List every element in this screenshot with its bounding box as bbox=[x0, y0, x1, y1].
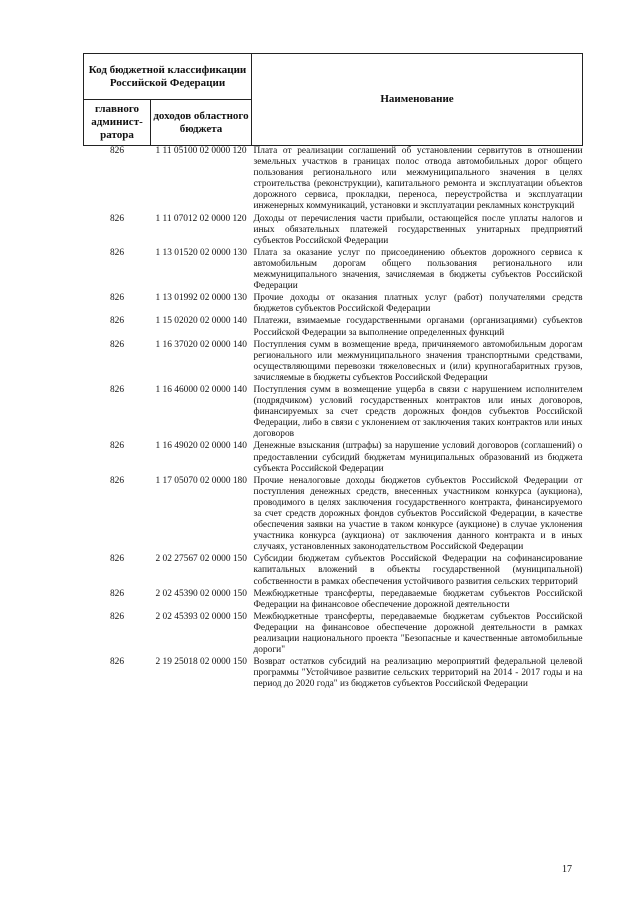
income-code-cell: 1 16 46000 02 0000 140 bbox=[155, 384, 247, 395]
admin-code-cell: 826 bbox=[109, 293, 125, 304]
admin-code-cell: 826 bbox=[109, 554, 125, 565]
income-code-cell: 1 16 49020 02 0000 140 bbox=[155, 441, 247, 452]
income-code-cell: 2 19 25018 02 0000 150 bbox=[155, 657, 247, 668]
budget-code-table bbox=[83, 53, 583, 692]
header-regional-income: доходов областного бюджета bbox=[151, 100, 252, 146]
income-name-cell: Плата за оказание услуг по присоединению объектов дорожного сервиса к автомобильным дорогам общего пользования регионального или межмуниципального значения, зачисляемая в бюджеты субъектов Российской Федерации bbox=[253, 247, 583, 292]
income-code-cell: 2 02 45393 02 0000 150 bbox=[155, 611, 247, 622]
admin-code-cell: 826 bbox=[109, 339, 125, 350]
income-code-cell: 2 02 45390 02 0000 150 bbox=[155, 588, 247, 599]
admin-code-cell: 826 bbox=[109, 441, 125, 452]
table-row bbox=[84, 612, 583, 657]
table-row bbox=[84, 385, 583, 441]
income-code-cell: 1 11 05100 02 0000 120 bbox=[155, 146, 247, 156]
admin-code-cell: 826 bbox=[109, 611, 125, 622]
admin-code-cell: 826 bbox=[109, 316, 125, 327]
table-row bbox=[84, 248, 583, 293]
page-number: 17 bbox=[562, 864, 572, 875]
header-name: Наименование bbox=[252, 54, 583, 146]
income-name-cell: Плата от реализации соглашений об установлении сервитутов в отношении земельных участков в границах полос отвода автомобильных дорог общего пользования регионального или межмуниципального значения в целях строительства (реконструкции), капитального ремонта и эксплуатации объектов дорожного сервиса, прокладки, переноса, переустройства и эксплуатации инженерных коммуникаций, установки и эксплуатации рекламных конструкций bbox=[253, 146, 583, 212]
table-row bbox=[84, 657, 583, 691]
table-row bbox=[84, 589, 583, 612]
admin-code-cell: 826 bbox=[109, 475, 125, 486]
admin-code-cell: 826 bbox=[109, 146, 125, 156]
table-row bbox=[84, 316, 583, 339]
income-name-cell: Межбюджетные трансферты, передаваемые бюджетам субъектов Российской Федерации на финансовое обеспечение дорожной деятельности в рамках реализации национального проекта "Безопасные и качественные автомобильные дороги" bbox=[253, 611, 583, 656]
income-name-cell: Доходы от перечисления части прибыли, остающейся после уплаты налогов и иных обязательных платежей государственных унитарных предприятий субъектов Российской Федерации bbox=[253, 213, 583, 246]
income-name-cell: Денежные взыскания (штрафы) за нарушение условий договоров (соглашений) о предоставлении субсидий бюджетам муниципальных образований из бюджета субъекта Российской Федерации bbox=[253, 441, 583, 474]
income-name-cell: Прочие неналоговые доходы бюджетов субъектов Российской Федерации от поступления денежных средств, внесенных участником конкурса (аукциона), проводимого в целях заключения государственного контракта, финансируемого за счет средств дорожных фондов субъектов Российской Федерации, в качестве обеспечения заявки на участие в таком конкурсе (аукционе) в случае уклонения участника конкурса (аукциона) от заключения данного контракта и в иных случаях, установленных законодательством Российской Федерации bbox=[253, 475, 583, 553]
income-code-cell: 1 13 01520 02 0000 130 bbox=[155, 247, 247, 258]
income-code-cell: 2 02 27567 02 0000 150 bbox=[155, 554, 247, 565]
table-row bbox=[84, 214, 583, 248]
admin-code-cell: 826 bbox=[109, 247, 125, 258]
table-row bbox=[84, 554, 583, 588]
table-row bbox=[84, 293, 583, 316]
income-code-cell: 1 17 05070 02 0000 180 bbox=[155, 475, 247, 486]
admin-code-cell: 826 bbox=[109, 657, 125, 668]
income-name-cell: Субсидии бюджетам субъектов Российской Федерации на софинансирование капитальных вложений в объекты государственной (муниципальной) собственности в рамках обеспечения устойчивого развития сельских территорий bbox=[253, 554, 583, 587]
table-row bbox=[84, 441, 583, 475]
admin-code-cell: 826 bbox=[109, 588, 125, 599]
income-code-cell: 1 15 02020 02 0000 140 bbox=[155, 316, 247, 327]
table-row bbox=[84, 146, 583, 214]
income-name-cell: Платежи, взимаемые государственными органами (организациями) субъектов Российской Федерации за выполнение определенных функций bbox=[253, 316, 583, 338]
income-name-cell: Прочие доходы от оказания платных услуг (работ) получателями средств бюджетов субъектов Российской Федерации bbox=[253, 293, 583, 315]
admin-code-cell: 826 bbox=[109, 384, 125, 395]
income-name-cell: Межбюджетные трансферты, передаваемые бюджетам субъектов Российской Федерации на финансовое обеспечение дорожной деятельности bbox=[253, 588, 583, 610]
admin-code-cell: 826 bbox=[109, 213, 125, 224]
table-body bbox=[84, 146, 583, 692]
income-name-cell: Возврат остатков субсидий на реализацию мероприятий федеральной целевой программы "Устойчивое развитие сельских территорий на 2014 - 2017 годы и на период до 2020 года" из бюджетов субъектов Российской Федерации bbox=[253, 657, 583, 690]
income-code-cell: 1 11 07012 02 0000 120 bbox=[155, 213, 247, 224]
header-chief-administrator: главного админист-ратора bbox=[84, 100, 151, 146]
income-name-cell: Поступления сумм в возмещение вреда, причиняемого автомобильным дорогам регионального или межмуниципального значения транспортными средствами, осуществляющими перевозки тяжеловесных и (или) крупногабаритных грузов, зачисляемые в бюджеты субъектов Российской Федерации bbox=[253, 339, 583, 383]
income-code-cell: 1 16 37020 02 0000 140 bbox=[155, 339, 247, 350]
income-code-cell: 1 13 01992 02 0000 130 bbox=[155, 293, 247, 304]
table-row bbox=[84, 340, 583, 385]
header-budget-classification: Код бюджетной классификации Российской Федерации bbox=[84, 54, 252, 100]
table-row bbox=[84, 476, 583, 555]
income-name-cell: Поступления сумм в возмещение ущерба в связи с нарушением исполнителем (подрядчиком) условий государственных контрактов или иных договоров, финансируемых за счет средств дорожных фондов субъектов Российской Федерации, либо в связи с уклонением от заключения таких контрактов или иных договоров bbox=[253, 384, 583, 440]
